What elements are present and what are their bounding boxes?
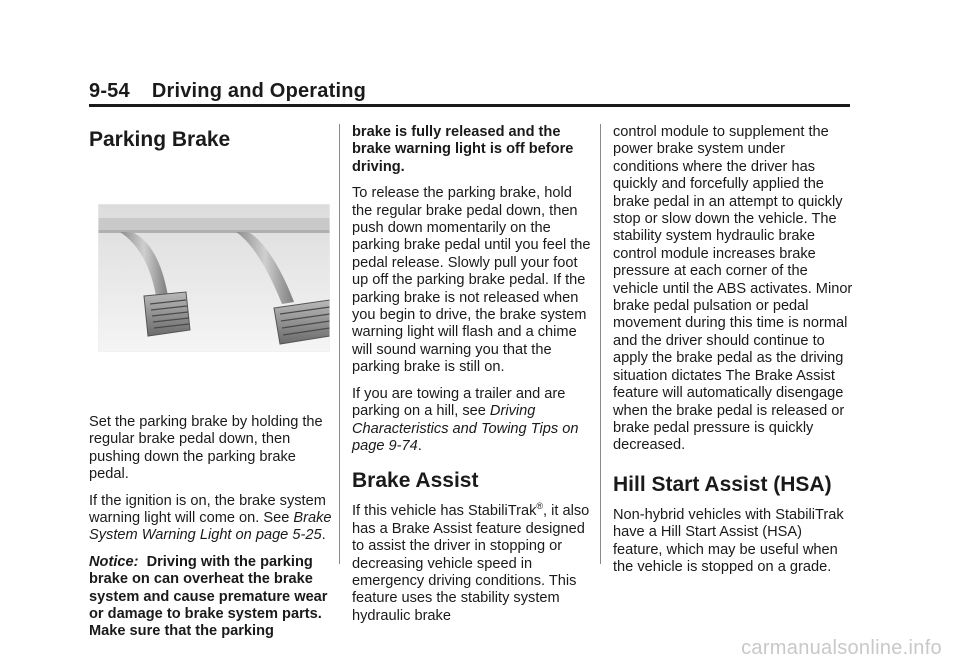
- registered-mark: ®: [536, 501, 544, 512]
- parking-brake-heading: Parking Brake: [89, 128, 231, 151]
- column-divider-left: [339, 124, 340, 564]
- notice-body-part2: brake is fully released and the brake warning light is off before driving.: [352, 124, 574, 175]
- column-divider-right: [600, 124, 601, 564]
- warning-light-text: [89, 493, 332, 545]
- watermark: carmanualsonline.info: [741, 637, 942, 659]
- brake-assist-text-part2: [613, 124, 853, 455]
- brake-assist-body-part2: control module to supplement the power brake system under conditions where the driver has quickly and forcefully applied the brake pedal in an attempt to quickly stop or slow down the vehicle. The stability system hydraulic brake control module increases brake pressure at each corner of the vehicle until the ABS activates. Minor brake pedal pulsation or pedal movement during this time is normal and the driver should continue to apply the brake pedal as the driving situation dictates The Brake Assist feature will automatically disengage when the brake pedal is released or brake pedal pressure is quickly decreased.: [613, 124, 853, 454]
- hill-start-assist-text: Non-hybrid vehicles with StabiliTrak have a Hill Start Assist (HSA) feature, which may be useful when the vehicle is stopped on a grade.: [613, 506, 844, 575]
- brake-pedals-image: [98, 204, 330, 352]
- brake-assist-text-part1: [352, 503, 592, 625]
- hill-start-assist-heading: Hill Start Assist (HSA): [613, 472, 832, 496]
- period: .: [417, 437, 422, 454]
- page-number: 9-54: [89, 80, 130, 102]
- page-header: [89, 80, 366, 103]
- notice-text-part1: [89, 554, 332, 641]
- pedal-illustration: [98, 204, 330, 352]
- column-1: [89, 124, 332, 650]
- towing-text: [352, 386, 592, 456]
- release-brake-text: To release the parking brake, hold the regular brake pedal down, then push down momentarily on the parking brake pedal until you feel the pedal release. Slowly pull your foot up off the parking brake pedal. If the parking brake is not released when you begin to drive, the brake system warning light will flash and a chime will sound warning you that the parking brake is still on.: [352, 185, 591, 376]
- brake-assist-body-part1: , it also has a Brake Assist feature designed to assist the driver in stopping or decreasing vehicle speed in emergency driving conditions. This feature uses the stability system hydraulic brake: [352, 503, 590, 624]
- brake-warning-light-reference[interactable]: Brake System Warning Light on page 5-25: [89, 510, 332, 544]
- set-parking-brake-text: Set the parking brake by holding the regular brake pedal down, then pushing down the parking brake pedal.: [89, 414, 323, 483]
- brake-assist-intro: If this vehicle has StabiliTrak: [352, 503, 537, 520]
- notice-body-part1: Driving with the parking brake on can overheat the brake system and cause premature wear or damage to brake system parts. Make sure that the parking: [89, 553, 328, 640]
- period: .: [321, 527, 326, 544]
- towing-sentence: If you are towing a trailer and are parking on a hill, see: [352, 385, 566, 420]
- chapter-title: Driving and Operating: [151, 80, 367, 102]
- warning-light-sentence: If the ignition is on, the brake system warning light will come on. See: [89, 492, 326, 527]
- notice-text-part2: [352, 124, 592, 176]
- header-rule: [89, 104, 850, 107]
- column-3: [613, 124, 853, 585]
- notice-label: Notice:: [89, 553, 139, 570]
- column-2: [352, 124, 592, 634]
- towing-tips-reference[interactable]: Driving Characteristics and Towing Tips on page 9-74: [352, 403, 579, 454]
- brake-assist-heading: Brake Assist: [352, 469, 479, 493]
